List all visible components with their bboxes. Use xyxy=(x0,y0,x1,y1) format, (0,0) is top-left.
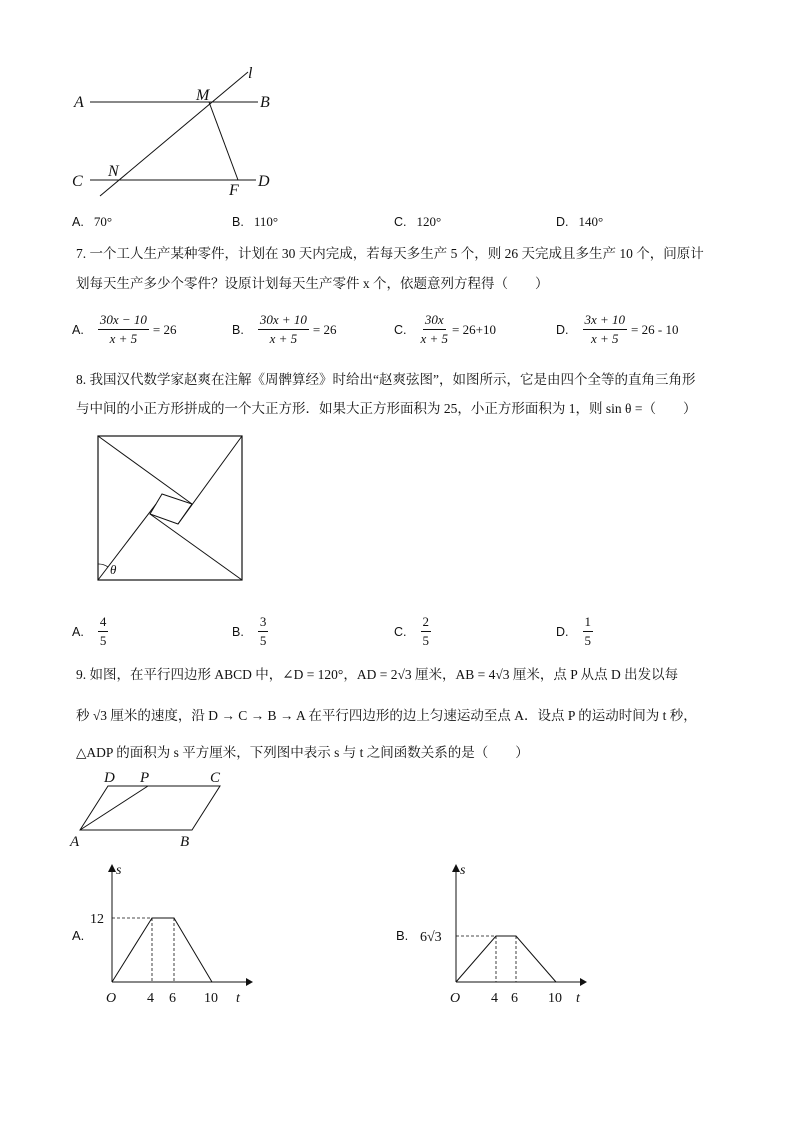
q7-line2: 划每天生产多少个零件？设原计划每天生产零件 x 个，依题意列方程得（ ） xyxy=(76,276,549,291)
label-A: A xyxy=(74,94,84,111)
x-tick-4: 4 xyxy=(147,991,154,1006)
q7-c-denominator: x + 5 xyxy=(420,331,449,346)
axis-s-label: s xyxy=(116,863,122,878)
label-C: C xyxy=(210,770,221,786)
q7-option-b[interactable]: B. $\frac{30x + 10}{x + 5}$ = 26 xyxy=(232,312,337,346)
q8-option-d[interactable]: D. $\frac{1}{5}$ xyxy=(556,614,591,648)
graph-option-a xyxy=(86,860,256,1010)
q7-b-denominator: x + 5 xyxy=(269,331,298,346)
figure-parallelogram xyxy=(66,766,236,848)
q7-option-c[interactable]: C. $\frac{30x}{x + 5}$ = 26+10 xyxy=(394,312,496,346)
label-D: D xyxy=(104,770,115,786)
q9-option-b-label[interactable]: B. xyxy=(396,928,409,943)
origin-label: O xyxy=(106,991,117,1006)
figure-parallel-lines xyxy=(70,62,290,202)
q7-b-numerator: 30x + 10 xyxy=(258,312,309,330)
label-theta: θ xyxy=(110,562,117,577)
label-l: l xyxy=(248,65,253,82)
q6-option-a[interactable]: A. 70° xyxy=(72,214,113,229)
q9-line2: 秒 √3 厘米的速度，沿 D → C → B → A 在平行四边形的边上匀速运动至点 A．设点 P 的运动时间为 t 秒， xyxy=(76,708,697,723)
x-tick-6: 6 xyxy=(169,991,176,1006)
y-tick-12: 12 xyxy=(90,912,104,927)
q7-option-a[interactable]: A. $\frac{30x - 10}{x + 5}$ = 26 xyxy=(72,312,177,346)
label-M: M xyxy=(196,87,210,104)
x-tick-10: 10 xyxy=(548,991,562,1006)
q9-line3: △ADP 的面积为 s 平方厘米，下列图中表示 s 与 t 之间函数关系的是（ ） xyxy=(76,745,529,760)
x-tick-6: 6 xyxy=(511,991,518,1006)
label-P: P xyxy=(140,770,150,786)
label-B: B xyxy=(180,834,190,848)
q9-line1: 9. 如图，在平行四边形 ABCD 中，∠D = 120°，AD = 2√3 厘米，AB = 4√3 厘米，点 P 从点 D 出发以每 xyxy=(76,667,679,682)
q8-line2: 与中间的小正方形拼成的一个大正方形．如果大正方形面积为 25，小正方形面积为 1，则 sin θ =（ ） xyxy=(76,401,697,416)
q6-option-d[interactable]: D. 140° xyxy=(556,214,604,229)
q8-option-c[interactable]: C. $\frac{2}{5}$ xyxy=(394,614,429,648)
q7-d-numerator: 3x + 10 xyxy=(583,312,628,330)
q6-option-b[interactable]: B. 110° xyxy=(232,214,279,229)
x-tick-4: 4 xyxy=(491,991,498,1006)
q8-line1: 8. 我国汉代数学家赵爽在注解《周髀算经》时给出“赵爽弦图”，如图所示，它是由四个全等的直角三角形 xyxy=(76,372,696,387)
q7-a-denominator: x + 5 xyxy=(109,331,138,346)
q7-option-d[interactable]: D. $\frac{3x + 10}{x + 5}$ = 26 - 10 xyxy=(556,312,679,346)
label-C: C xyxy=(72,173,83,190)
graph-option-b xyxy=(420,860,590,1010)
q7-line1: 7. 一个工人生产某种零件，计划在 30 天内完成，若每天多生产 5 个，则 26 天完成且多生产 10 个，问原计 xyxy=(76,246,704,261)
label-N: N xyxy=(108,163,119,180)
figure-zhao-shuang-square xyxy=(96,434,246,584)
label-F: F xyxy=(229,182,239,199)
y-tick-6sqrt3: 6√3 xyxy=(420,930,442,945)
q7-c-numerator: 30x xyxy=(423,312,446,330)
axis-t-label: t xyxy=(576,991,580,1006)
label-B: B xyxy=(260,94,270,111)
q6-option-c[interactable]: C. 120° xyxy=(394,214,442,229)
label-A: A xyxy=(70,834,80,848)
axis-s-label: s xyxy=(460,863,466,878)
label-D: D xyxy=(258,173,270,190)
axis-t-label: t xyxy=(236,991,240,1006)
q8-option-a[interactable]: A. $\frac{4}{5}$ xyxy=(72,614,107,648)
x-tick-10: 10 xyxy=(204,991,218,1006)
q9-option-a-label[interactable]: A. xyxy=(72,928,85,943)
q7-a-numerator: 30x − 10 xyxy=(98,312,149,330)
origin-label: O xyxy=(450,991,461,1006)
q8-option-b[interactable]: B. $\frac{3}{5}$ xyxy=(232,614,267,648)
q7-d-denominator: x + 5 xyxy=(591,331,619,346)
